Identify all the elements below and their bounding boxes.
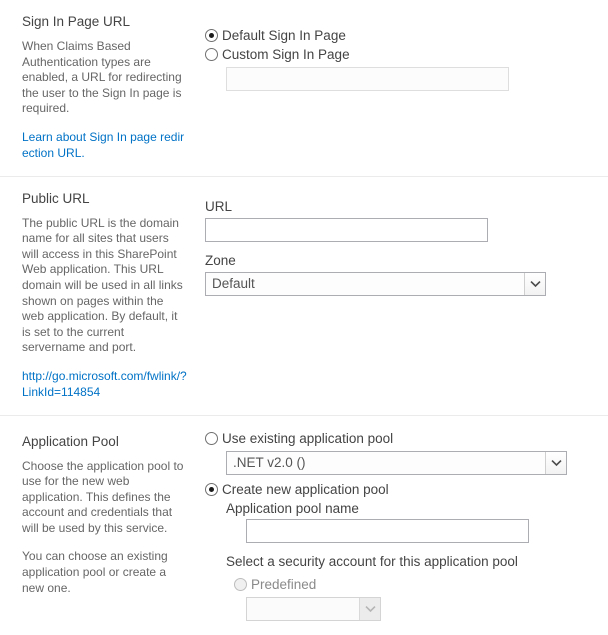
label-zone: Zone bbox=[205, 252, 236, 268]
section-title-application-pool: Application Pool bbox=[22, 433, 119, 449]
chevron-down-icon bbox=[545, 452, 566, 474]
public-url-fwlink[interactable]: http://go.microsoft.com/fwlink/?LinkId=114854 bbox=[22, 368, 187, 399]
chevron-down-icon bbox=[524, 273, 545, 295]
section-description-sign-in-page-url: When Claims Based Authentication types are enabled, a URL for redirecting the user to the Sign In page is required. bbox=[22, 39, 182, 116]
label-application-pool-name: Application pool name bbox=[226, 500, 359, 516]
section-sign-in-page-url bbox=[0, 0, 608, 176]
radio-default-sign-in-page[interactable] bbox=[205, 29, 218, 42]
radio-label-custom-sign-in-page: Custom Sign In Page bbox=[222, 47, 350, 62]
public-url-input[interactable] bbox=[205, 218, 488, 242]
radio-option-custom-sign-in-page[interactable] bbox=[205, 46, 594, 63]
radio-option-default-sign-in-page[interactable] bbox=[205, 27, 594, 44]
custom-sign-in-page-url-input[interactable] bbox=[226, 67, 509, 91]
radio-custom-sign-in-page[interactable] bbox=[205, 48, 218, 61]
radio-create-new-application-pool[interactable] bbox=[205, 483, 218, 496]
radio-option-predefined[interactable] bbox=[234, 576, 594, 593]
learn-about-sign-in-page-redirection-link[interactable]: Learn about Sign In page redirection URL. bbox=[22, 129, 185, 160]
zone-select[interactable] bbox=[205, 272, 546, 296]
section-application-pool bbox=[0, 415, 608, 635]
radio-label-default-sign-in-page: Default Sign In Page bbox=[222, 28, 346, 43]
section-controls-column bbox=[205, 0, 608, 105]
existing-application-pool-value: .NET v2.0 () bbox=[233, 454, 306, 470]
radio-use-existing-application-pool[interactable] bbox=[205, 432, 218, 445]
radio-option-create-new-application-pool[interactable] bbox=[205, 481, 594, 498]
label-url: URL bbox=[205, 198, 233, 214]
radio-label-create-new-application-pool: Create new application pool bbox=[222, 481, 389, 497]
application-pool-name-input[interactable] bbox=[246, 519, 529, 543]
section-controls-column bbox=[205, 177, 608, 310]
section-description-column bbox=[0, 416, 205, 611]
radio-option-use-existing-application-pool[interactable] bbox=[205, 430, 594, 447]
radio-label-predefined: Predefined bbox=[251, 576, 317, 592]
label-select-security-account: Select a security account for this application pool bbox=[226, 553, 518, 569]
section-controls-column bbox=[205, 416, 608, 635]
section-public-url bbox=[0, 176, 608, 415]
existing-application-pool-select[interactable] bbox=[226, 451, 567, 475]
section-title-public-url: Public URL bbox=[22, 190, 90, 206]
section-title-sign-in-page-url: Sign In Page URL bbox=[22, 14, 131, 29]
predefined-account-select[interactable] bbox=[246, 597, 381, 621]
section-description-application-pool-1: Choose the application pool to use for the new web application. This defines the account and credentials that will be used by this service. bbox=[22, 458, 184, 535]
section-description-column bbox=[0, 177, 205, 415]
section-description-column bbox=[0, 0, 205, 176]
chevron-down-icon bbox=[359, 598, 380, 620]
radio-predefined[interactable] bbox=[234, 578, 247, 591]
section-description-application-pool-2: You can choose an existing application pool or create a new one. bbox=[22, 549, 168, 595]
zone-select-value: Default bbox=[212, 275, 255, 291]
radio-label-use-existing-application-pool: Use existing application pool bbox=[222, 430, 394, 446]
section-description-public-url: The public URL is the domain name for all sites that users will access in this SharePoint Web application. This URL domain will be used in all links shown on pages within the web application. By default, it is set to the current servername and port. bbox=[22, 215, 183, 355]
